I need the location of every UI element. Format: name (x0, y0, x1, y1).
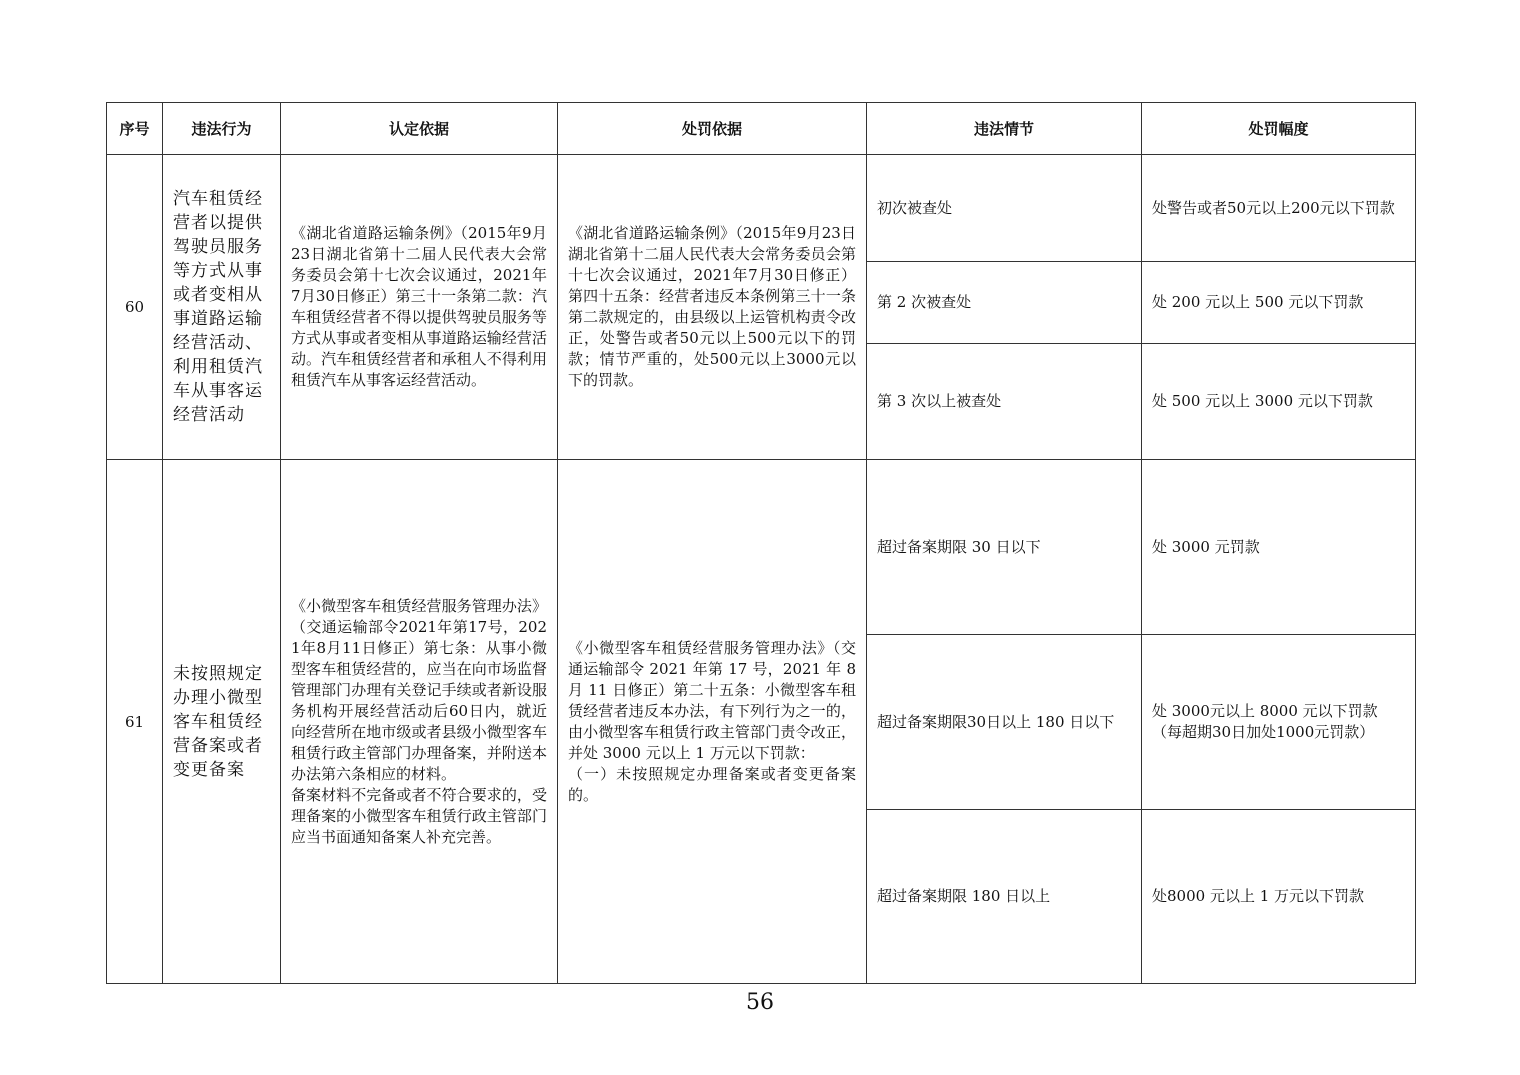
range-text: 处 3000 元罚款 (1152, 537, 1260, 556)
range-note: （每超期30日加处1000元罚款） (1152, 723, 1375, 741)
circumstance-text: 第 3 次以上被查处 (877, 392, 1002, 410)
range-text: 处 500 元以上 3000 元以下罚款 (1152, 392, 1373, 410)
table-row (107, 155, 1416, 262)
range-cell (1142, 344, 1416, 460)
circumstance-cell (867, 810, 1142, 984)
circumstance-cell (867, 344, 1142, 460)
circumstance-cell (867, 460, 1142, 635)
circumstance-cell (867, 155, 1142, 262)
circumstance-text: 超过备案期限30日以上 180 日以下 (877, 712, 1115, 731)
row-index: 61 (107, 460, 163, 984)
basis-paragraph: 备案材料不完备或者不符合要求的，受理备案的小微型客车租赁行政主管部门应当书面通知备案人补充完善。 (291, 785, 547, 846)
circumstance-cell (867, 635, 1142, 810)
range-text: 处 200 元以上 500 元以下罚款 (1152, 293, 1364, 311)
row-penalty-basis (558, 460, 867, 984)
range-cell (1142, 155, 1416, 262)
circumstance-text: 第 2 次被查处 (877, 293, 972, 311)
header-penalty-basis: 处罚依据 (558, 103, 867, 155)
basis-text: 《湖北省道路运输条例》（2015年9月23日湖北省第十二届人民代表大会常务委员会第十七次会议通过，2021年7月30日修正）第三十一条第二款：汽车租赁经营者不得以提供驾驶员服务等方式从事或者变相从事道路运输经营活动。汽车租赁经营者和承租人不得利用租赁汽车从事客运经营活动。 (291, 224, 547, 389)
row-penalty-basis (558, 155, 867, 460)
circumstance-text: 超过备案期限 180 日以上 (877, 887, 1051, 905)
penalty-table (106, 102, 1416, 984)
row-index: 60 (107, 155, 163, 460)
penalty-basis-text (558, 638, 866, 806)
circumstance-text: 超过备案期限 30 日以下 (877, 537, 1041, 556)
range-cell (1142, 262, 1416, 344)
range-text: 处警告或者50元以上200元以下罚款 (1152, 198, 1395, 217)
circumstance-text: 初次被查处 (877, 198, 953, 217)
basis-text (281, 596, 557, 848)
behavior-text: 未按照规定办理小微型客车租赁经营备案或者变更备案 (173, 663, 263, 780)
table-header-row (107, 103, 1416, 155)
range-cell (1142, 635, 1416, 810)
range-cell (1142, 810, 1416, 984)
row-behavior (163, 155, 281, 460)
penalty-basis-paragraph: （一）未按照规定办理备案或者变更备案的。 (568, 764, 856, 804)
row-basis (281, 155, 558, 460)
range-text (1142, 701, 1415, 743)
header-circumstance: 违法情节 (867, 103, 1142, 155)
row-basis (281, 460, 558, 984)
basis-paragraph: 《小微型客车租赁经营服务管理办法》（交通运输部令2021年第17号，2021年8月11日修正）第七条：从事小微型客车租赁经营的，应当在向市场监督管理部门办理有关登记手续或者新设服务机构开展经营活动后60日内，就近向经营所在地市级或者县级小微型客车租赁行政主管部门办理备案，并附送本办法第六条相应的材料。 (291, 596, 547, 783)
table-row (107, 460, 1416, 635)
behavior-text: 汽车租赁经营者以提供驾驶员服务等方式从事或者变相从事道路运输经营活动、利用租赁汽车从事客运经营活动 (173, 189, 263, 425)
penalty-basis-text: 《湖北省道路运输条例》（2015年9月23日湖北省第十二届人民代表大会常务委员会第十七次会议通过，2021年7月30日修正）第四十五条：经营者违反本条例第三十一条第二款规定的，由县级以上运管机构责令改正，处警告或者50元以上500元以下的罚款；情节严重的，处500元以上3000元以下的罚款。 (568, 224, 856, 389)
page-number: 56 (746, 990, 774, 1015)
range-main: 处 3000元以上 8000 元以下罚款 (1152, 702, 1378, 720)
header-index: 序号 (107, 103, 163, 155)
header-basis: 认定依据 (281, 103, 558, 155)
circumstance-cell (867, 262, 1142, 344)
header-behavior: 违法行为 (163, 103, 281, 155)
range-text: 处8000 元以上 1 万元以下罚款 (1152, 887, 1365, 905)
row-behavior (163, 460, 281, 984)
range-cell (1142, 460, 1416, 635)
penalty-basis-paragraph: 《小微型客车租赁经营服务管理办法》（交通运输部令 2021 年第 17 号，2021 年 8 月 11 日修正）第二十五条：小微型客车租赁经营者违反本办法，有下列行为之一的，由小微型客车租赁行政主管部门责令改正，并处 3000 元以上 1 万元以下罚款： (568, 638, 856, 762)
header-range: 处罚幅度 (1142, 103, 1416, 155)
